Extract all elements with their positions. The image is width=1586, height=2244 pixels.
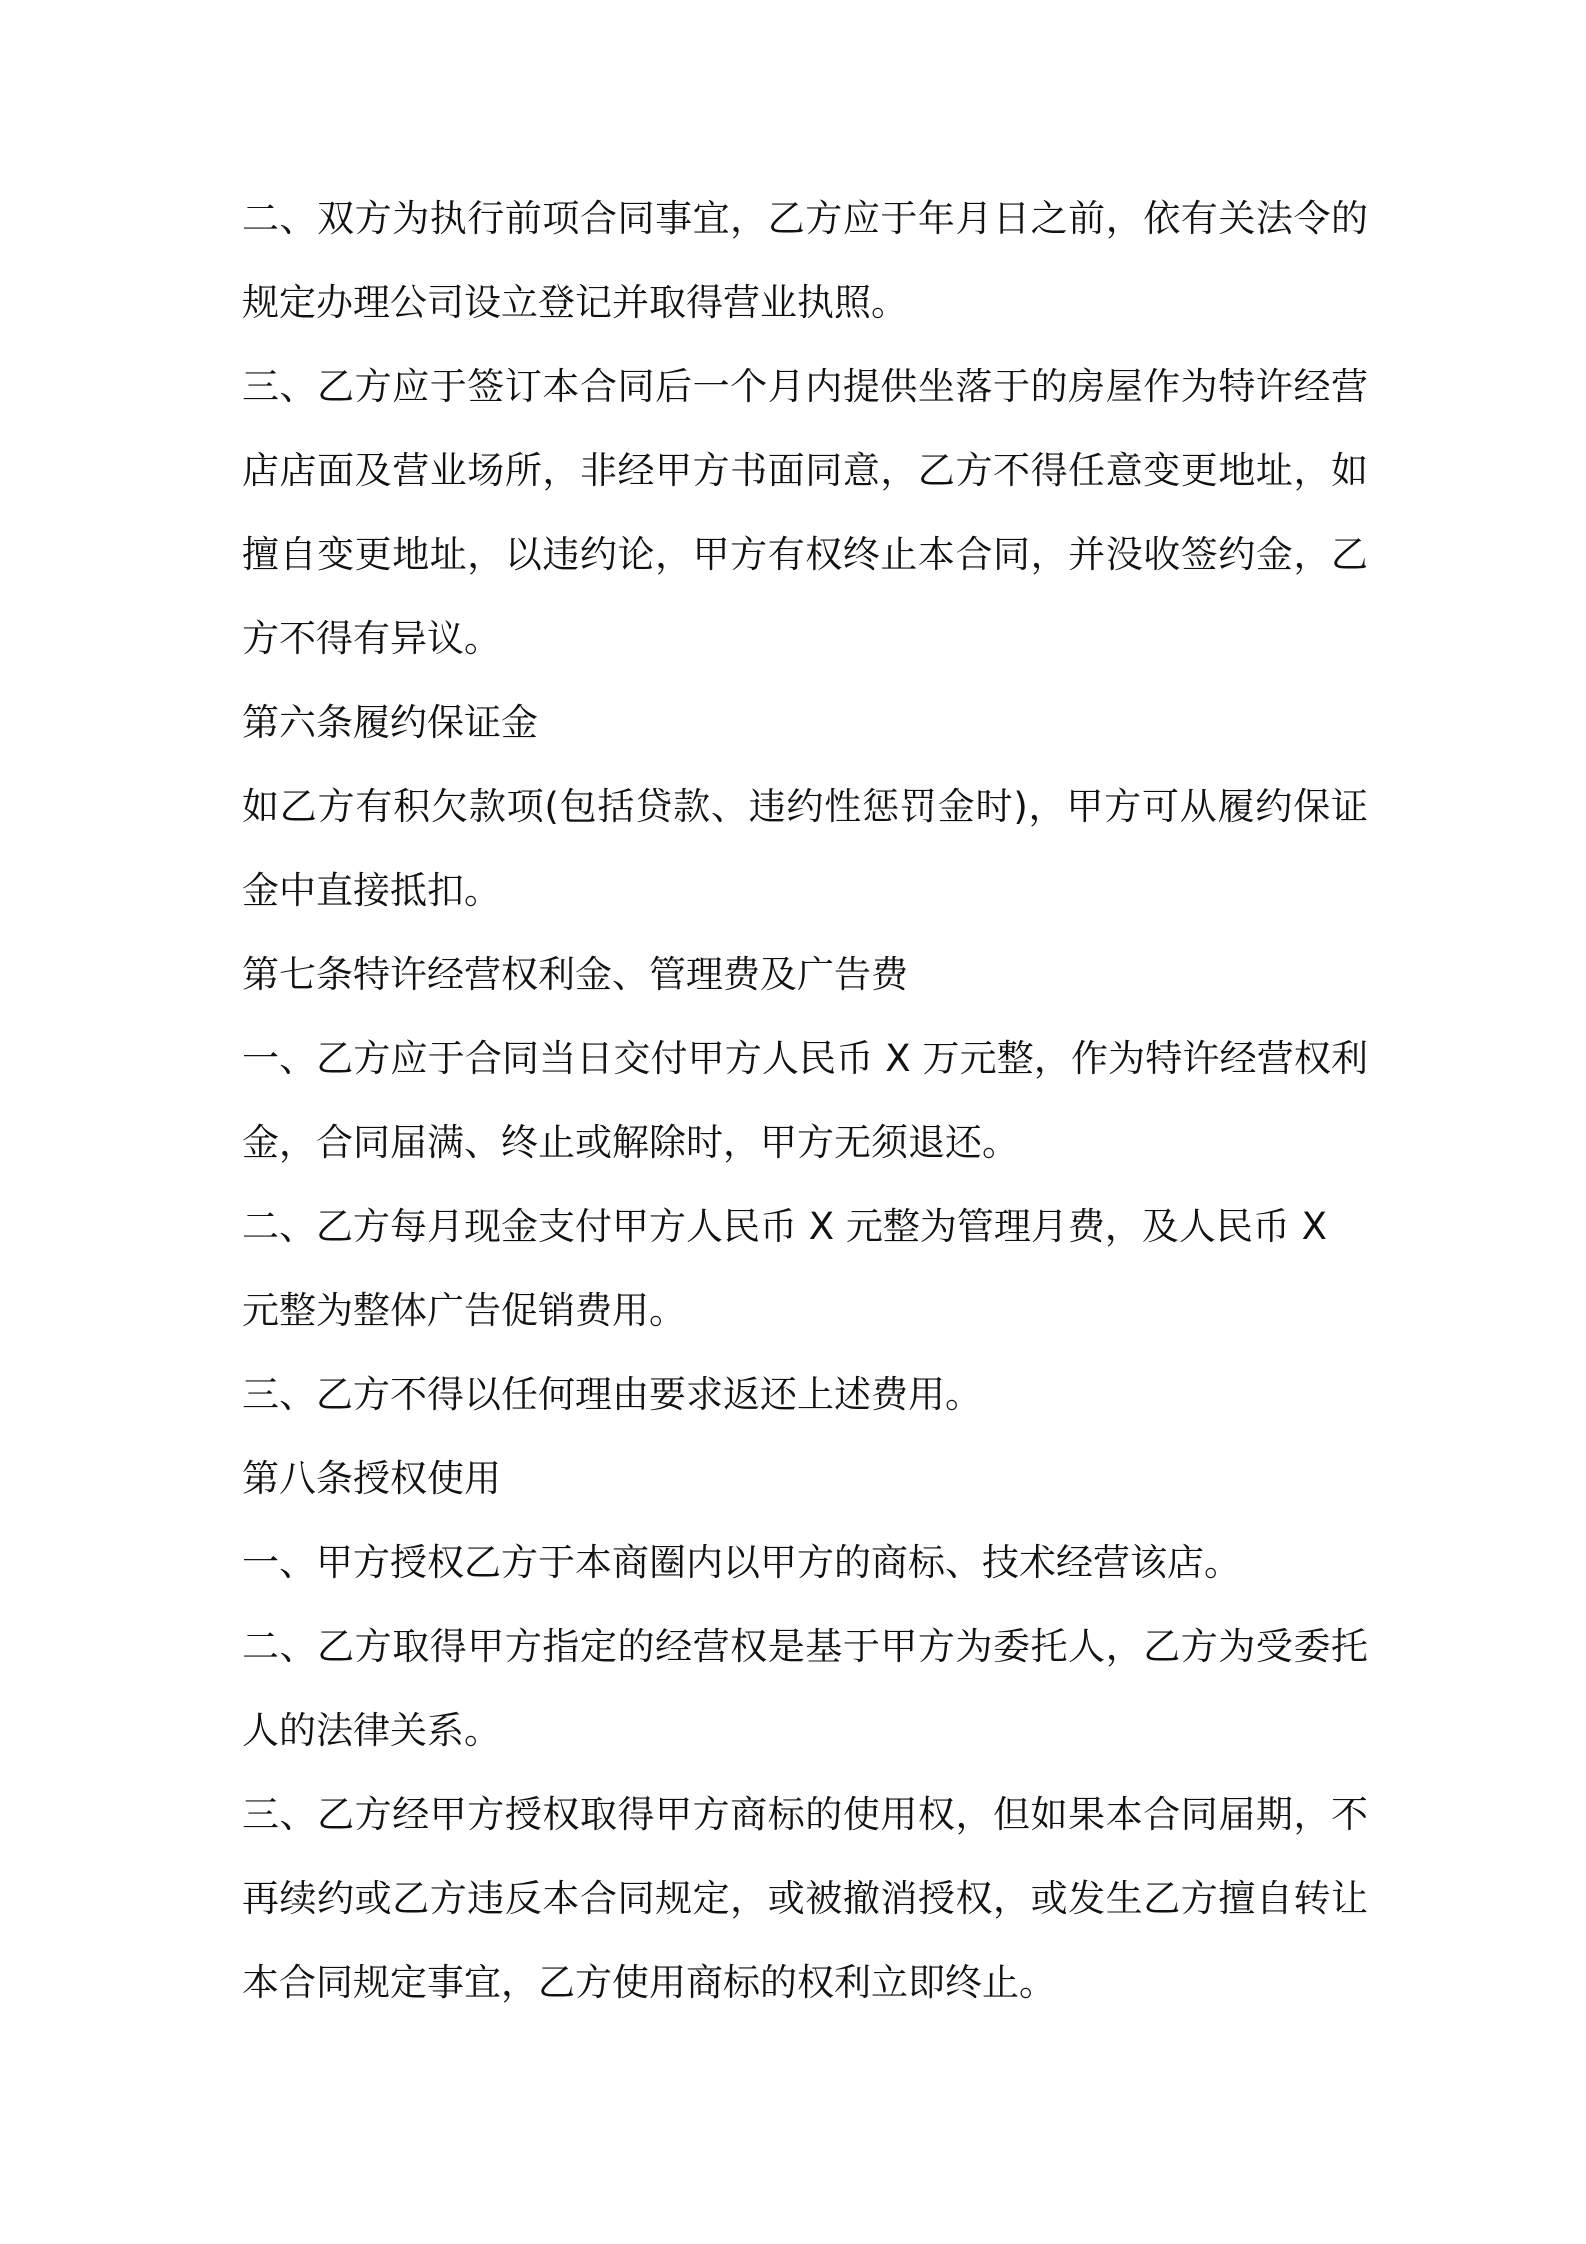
section-heading: 第七条特许经营权利金、管理费及广告费 (242, 953, 908, 996)
text-line: 如乙方有积欠款项(包括贷款、违约性惩罚金时)，甲方可从履约保证 (242, 785, 1368, 828)
text-line: 二、乙方每月现金支付甲方人民币 X 元整为管理月费，及人民币 X (242, 1205, 1327, 1248)
text-line: 店店面及营业场所，非经甲方书面同意，乙方不得任意变更地址，如 (242, 449, 1368, 492)
text-line: 二、双方为执行前项合同事宜，乙方应于年月日之前，依有关法令的 (242, 197, 1368, 240)
text-line: 金，合同届满、终止或解除时，甲方无须退还。 (242, 1121, 1019, 1164)
text-line: 金中直接抵扣。 (242, 869, 501, 912)
text-line: 规定办理公司设立登记并取得营业执照。 (242, 281, 908, 324)
text-line: 一、甲方授权乙方于本商圈内以甲方的商标、技术经营该店。 (242, 1541, 1241, 1584)
text-line: 二、乙方取得甲方指定的经营权是基于甲方为委托人，乙方为受委托 (242, 1625, 1368, 1668)
text-line: 元整为整体广告促销费用。 (242, 1289, 686, 1332)
text-line: 一、乙方应于合同当日交付甲方人民币 X 万元整，作为特许经营权利 (242, 1037, 1368, 1080)
text-line: 方不得有异议。 (242, 617, 501, 660)
document-body (242, 197, 1368, 2045)
section-heading: 第六条履约保证金 (242, 701, 538, 744)
section-heading: 第八条授权使用 (242, 1457, 501, 1500)
text-line: 再续约或乙方违反本合同规定，或被撤消授权，或发生乙方擅自转让 (242, 1877, 1368, 1920)
text-line: 擅自变更地址，以违约论，甲方有权终止本合同，并没收签约金，乙 (242, 533, 1368, 576)
text-line: 本合同规定事宜，乙方使用商标的权利立即终止。 (242, 1961, 1056, 2004)
text-line: 三、乙方不得以任何理由要求返还上述费用。 (242, 1373, 982, 1416)
text-line: 三、乙方应于签订本合同后一个月内提供坐落于的房屋作为特许经营 (242, 365, 1368, 408)
text-line: 三、乙方经甲方授权取得甲方商标的使用权，但如果本合同届期，不 (242, 1793, 1368, 1836)
text-line: 人的法律关系。 (242, 1709, 501, 1752)
